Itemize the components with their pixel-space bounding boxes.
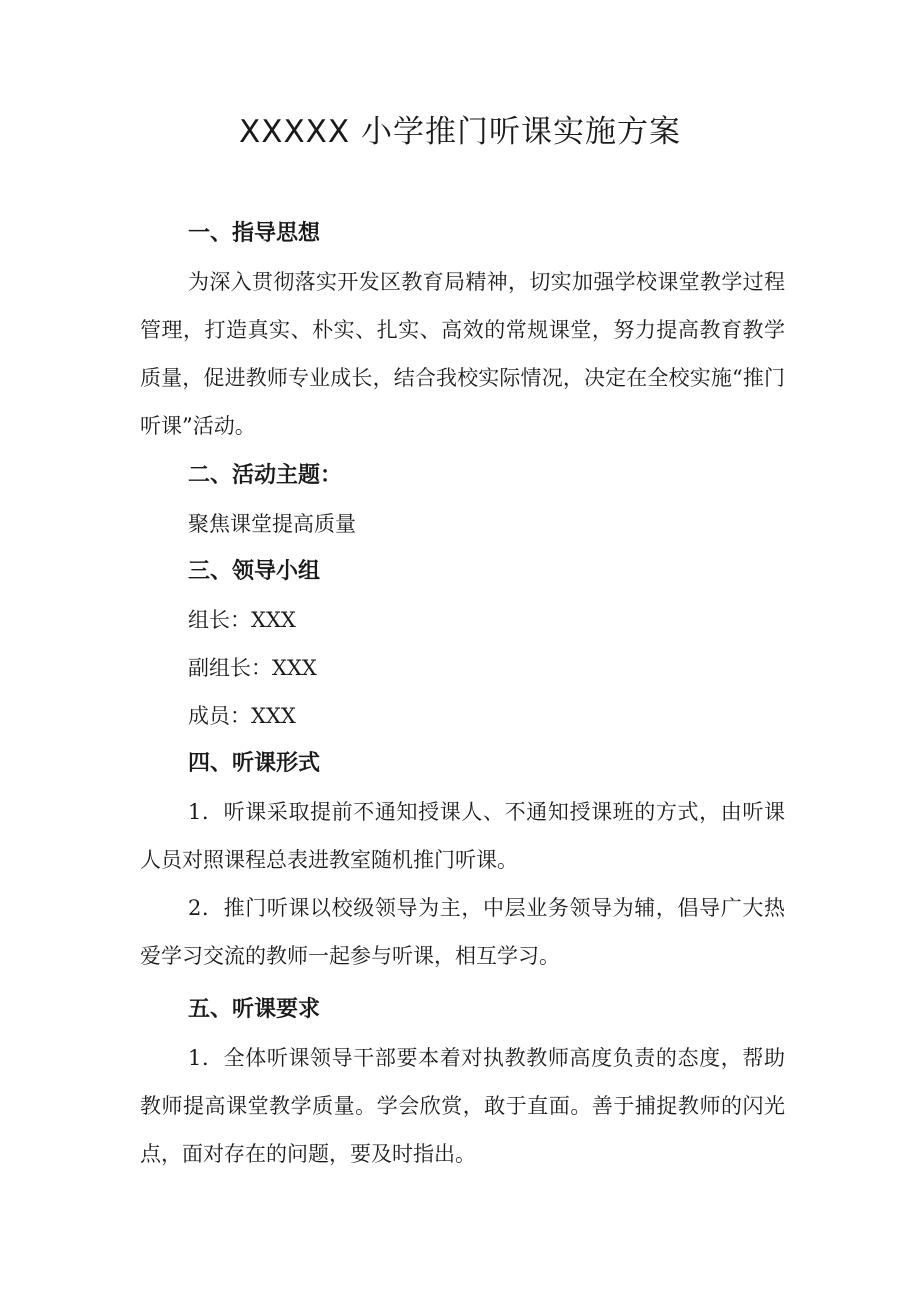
format-item-1: 1．听课采取提前不通知授课人、不通知授课班的方式，由听课人员对照课程总表进教室随机推门听课。 [140,800,785,872]
format-item-2: 2．推门听课以校级领导为主，中层业务领导为辅，倡导广大热爱学习交流的教师一起参与听课，相互学习。 [140,896,785,968]
section-heading-format: 四、听课形式 [188,751,321,776]
theme-paragraph: 聚焦课堂提高质量 [188,512,356,536]
leadership-leader: 组长：XXX [188,608,296,632]
guiding-paragraph: 为深入贯彻落实开发区教育局精神，切实加强学校课堂教学过程管理，打造真实、朴实、扎实、高效的常规课堂，努力提高教育教学质量，促进教师专业成长，结合我校实际情况，决定在全校实施“推门听课”活动。 [140,270,785,438]
section-heading-guiding: 一、指导思想 [188,221,321,246]
document-title: XXXXX 小学推门听课实施方案 [238,114,682,150]
section-heading-requirements: 五、听课要求 [188,997,321,1022]
leadership-members: 成员：XXX [188,704,296,728]
requirements-item-1: 1．全体听课领导干部要本着对执教教师高度负责的态度，帮助教师提高课堂教学质量。学会欣赏，敢于直面。善于捕捉教师的闪光点，面对存在的问题，要及时指出。 [140,1046,785,1166]
leadership-deputy: 副组长：XXX [188,656,317,680]
document-body [140,210,785,1178]
section-heading-theme: 二、活动主题： [188,463,343,488]
section-heading-leadership: 三、领导小组 [188,559,321,584]
